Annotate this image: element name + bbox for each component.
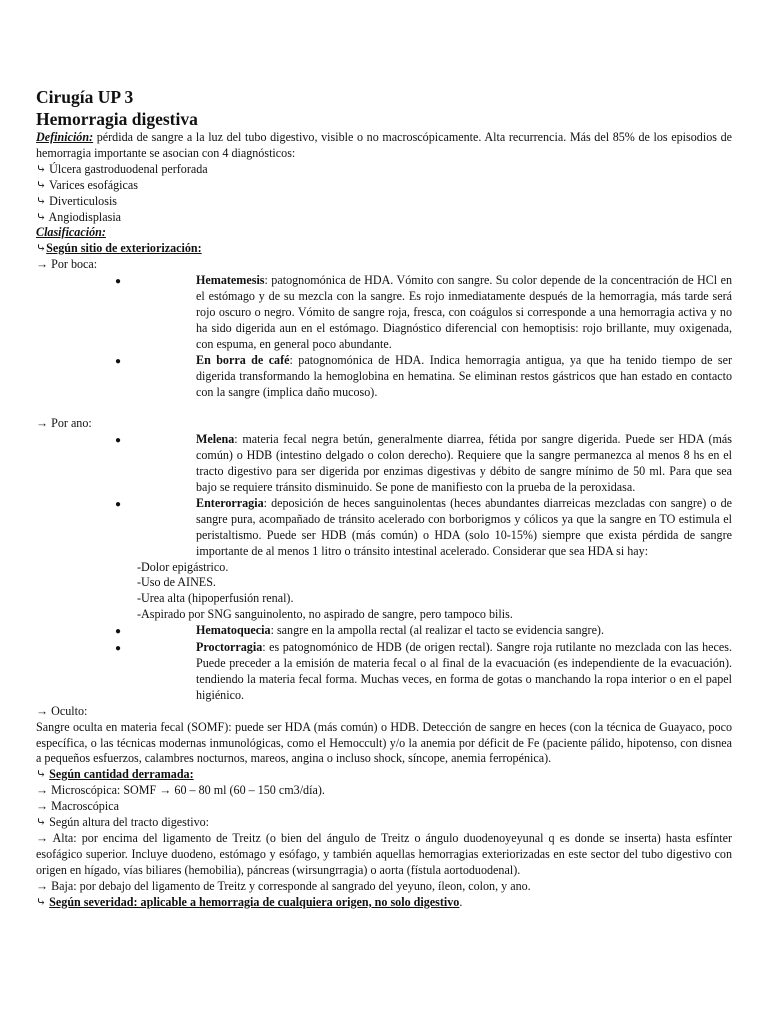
diagnosis-item: ⤷ Angiodisplasia [36,209,122,224]
somf-paragraph: Sangre oculta en materia fecal (SOMF): puede ser HDA (más común) o HDB. Detección de sangre en heces (con la técnica de Guayaco, poco específica, o las técnicas modernas inmunológicas, como el Hemoccult) y/o la anemia por déficit de Fe (paciente pálido, hipotenso, con disnea a pequeños esfuerzos, calambres nocturnos, mareos, angina o incluso shock, síncope, anemia ferropénica). [36,719,732,766]
por-boca-label: → Por boca: [36,257,98,272]
definition-text: pérdida de sangre a la luz del tubo digestivo, visible o no macroscópicamente. Alta recurrencia. Más del 85% de los episodios de hemorragia importante se asocian con 4 diagnósticos: [36,130,732,160]
term-description: : deposición de heces sanguinolentas (heces abundantes diarreicas mezcladas con sangre) o de sangre pura, acompañado de tránsito acelerado con borborigmos y cólicos ya que la sangre en TO estimula el peristaltismo. Puede ser HDB (más común) o HDA (solo 10-15%) siempre que exista pérdida de sangre importante de al menos 1 litro o tránsito intestinal acelerado. Considerar que sea HDA si hay: [196,495,732,558]
term-description: : sangre en la ampolla rectal (al realizar el tacto se evidencia sangre). [270,623,604,638]
bullet-icon [36,273,196,353]
subsection-amount [36,767,732,783]
term: Enterorragia [196,495,264,510]
bullet-item [36,353,732,401]
bullet-icon [36,353,196,401]
oculto-label: → Oculto: [36,703,88,718]
hook-arrow-icon: ⤷ [36,767,50,782]
baja-paragraph: → Baja: por debajo del ligamento de Treitz y corresponde al sangrado del yeyuno, íleon, colon, y ano. [36,878,531,893]
term-description: : patognomónica de HDA. Indica hemorragia antigua, ya que ha tenido tiempo de ser digerida transformando la hemoglobina en hematina. Se eliminan restos gástricos que han estado en contacto con la sangre (implica daño mucoso). [196,352,732,399]
severity-period: . [459,894,463,909]
term: Proctorragia [196,640,263,655]
bullet-icon [36,640,196,704]
definition-label: Definición: [36,130,94,144]
hda-sign: -Uso de AINES. [137,575,216,590]
hda-sign: -Dolor epigástrico. [137,559,229,574]
alta-paragraph: → Alta: por encima del ligamento de Treitz (o bien del ángulo de Treitz o ángulo duodenoyeyunal q es donde se inserta) hasta esfínter esofágico superior. Incluye duodeno, estómago y esófago, y también aquellas hemorragias exteriorizadas en este sector del tubo digestivo con origen en hígado, vías biliares (hemobilia), páncreas (wirsungrragia) o aorta (fístula aortoduodenal). [36,830,732,877]
diagnosis-item: ⤷ Úlcera gastroduodenal perforada [36,161,208,176]
section-heading: Hemorragia digestiva [36,109,198,129]
bullet-item [36,432,732,496]
amount-label: Según cantidad derramada: [49,767,194,782]
term-description: : patognomónica de HDA. Vómito con sangre. Su color depende de la concentración de HCl en el estómago y de su mezcla con la sangre. Es rojo inmediatamente después de la hemorragia, más tarde será rojo oscuro o negro. Vómito de sangre roja, fresca, con coágulos si corresponde a una hemorragia activa y no ha sido digerida aun en el estómago. Diagnóstico diferencial con hemoptisis: rojo brillante, muy oxigenada, con espuma, en general poco abundante. [196,273,732,351]
por-ano-label: → Por ano: [36,416,92,431]
document-title: Cirugía UP 3 [36,87,134,107]
hook-arrow-icon: ⤷ [36,894,50,909]
diagnosis-item: ⤷ Diverticulosis [36,193,118,208]
bullet-item [36,496,732,560]
bullet-icon [36,623,196,640]
hda-sign: -Aspirado por SNG sanguinolento, no aspirado de sangre, pero tampoco bilis. [137,607,513,622]
document-page [36,86,732,911]
microscopic-item: → Microscópica: SOMF → 60 – 80 ml (60 – 150 cm3/día). [36,783,325,798]
bullet-item [36,273,732,353]
term: Hematoquecia [196,623,271,638]
diagnosis-item: ⤷ Varices esofágicas [36,177,138,192]
definition-paragraph [36,130,732,162]
bullet-item [36,640,732,704]
term: Melena [196,432,235,447]
subsection-height: ⤷ Según altura del tracto digestivo: [36,815,210,830]
macroscopic-item: → Macroscópica [36,799,119,814]
term-description: : es patognomónico de HDB (de origen rectal). Sangre roja rutilante no mezclada con las heces. Puede preceder a la emisión de materia fecal o al final de la evacuación (es independiente de la evacuación). tendiendo la materia fecal forma. Muchas veces, en forma de gotas o manchando la ropa interior o en el papel higiénico. [196,640,732,702]
subsection-site [36,241,732,257]
bullet-icon [36,496,196,560]
classification-label: Clasificación: [36,225,106,240]
subsection-severity [36,895,732,911]
site-label: Según sitio de exteriorización: [46,241,202,256]
hda-sign: -Urea alta (hipoperfusión renal). [137,591,294,606]
severity-label: Según severidad: aplicable a hemorragia de cualquiera origen, no solo digestivo [49,894,460,909]
hook-arrow-icon: ⤷ [36,241,47,256]
term: En borra de café [196,352,290,367]
bullet-icon [36,432,196,496]
term-description: : materia fecal negra betún, generalmente diarrea, fétida por sangre digerida. Puede ser HDA (más común) o HDB (intestino delgado o colon derecho). Requiere que la sangre permanezca al menos 8 hs en el tracto digestivo para ser digerida por enzimas digestivas y débito de sangre mínimo de 50 ml. Para que sea bajo se requiere tránsito disminuido. Se pone de manifiesto con la prueba de la peroxidasa. [196,432,732,495]
term: Hematemesis [196,273,265,288]
bullet-item [36,623,732,640]
